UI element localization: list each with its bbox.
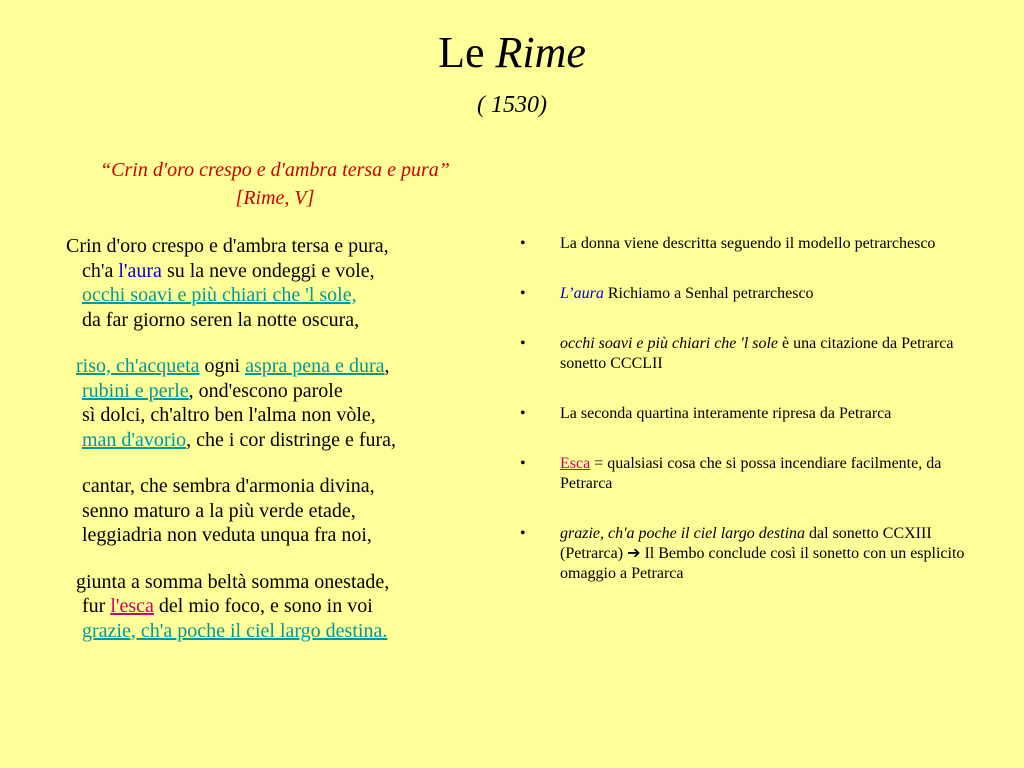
riso-link[interactable]: riso, ch'acqueta [76,355,200,377]
grazie-link[interactable]: grazie, ch'a poche il ciel largo destina. [82,619,388,642]
poem-subtitle [30,156,520,212]
note-term-occhi: occhi soavi e più chiari che 'l sole [560,335,779,352]
rubini-link[interactable]: rubini e perle [82,379,189,402]
stanza-1 [66,234,506,332]
note-text: Richiamo a Senhal petrarchesco [603,285,814,302]
bullet-icon: • [520,455,526,472]
slide-title [0,28,1024,79]
note-item [520,404,970,424]
bullet-icon: • [520,335,526,352]
poem-line [66,354,506,379]
poem-text-span: fur [82,595,111,617]
poem-text-span: ogni [199,355,246,377]
note-text: è una citazione da Petrarca sonetto CCCLII [560,335,954,372]
poem-text [66,234,506,665]
note-text: dal sonetto CCXIII (Petrarca) [560,525,932,562]
note-text: La donna viene descritta seguendo il modello petrarchesco [560,235,936,252]
note-item [520,454,970,494]
poem-text-span: , [384,355,390,377]
note-item [520,234,970,254]
laura-link[interactable]: l'aura [118,259,162,282]
poem-text-span: su la neve ondeggi e vole, [161,259,375,282]
note-item [520,524,970,584]
bullet-icon: • [520,285,526,302]
stanza-3 [66,474,506,548]
poem-line: giunta a somma beltà somma onestade, [76,570,390,593]
occhi-soavi-link[interactable]: occhi soavi e più chiari che 'l sole, [82,284,357,306]
note-term-laura: L’aura [560,285,604,302]
subtitle-line-1: “Crin d'oro crespo e d'ambra tersa e pura” [100,159,450,181]
man-avorio-link[interactable]: man d'avorio [82,428,187,451]
note-item [520,284,970,304]
aspra-pena-link[interactable]: aspra pena e dura [245,355,385,377]
poem-line [66,283,506,308]
poem-line [66,619,506,644]
title-italic: Rime [495,28,586,77]
subtitle-line-2: [Rime, V] [235,187,315,209]
poem-text-span: ch'a [82,259,119,282]
poem-line: senno maturo a la più verde etade, [82,499,356,522]
poem-line [66,259,506,284]
poem-line: Crin d'oro crespo e d'ambra tersa e pura, [66,235,389,257]
note-term-grazie: grazie, ch'a poche il ciel largo destina [560,525,806,542]
poem-line: sì dolci, ch'altro ben l'alma non vòle, [82,404,376,426]
bullet-icon: • [520,235,526,252]
note-item [520,334,970,374]
bullet-icon: • [520,405,526,422]
stanza-4 [66,570,506,644]
esca-link[interactable]: l'esca [110,595,154,617]
poem-line: cantar, che sembra d'armonia divina, [82,475,375,497]
poem-text-span: del mio foco, e sono in voi [153,595,373,617]
notes-list [520,234,970,614]
note-term-esca[interactable]: Esca [560,455,591,472]
poem-line [66,594,506,619]
poem-line [66,428,506,453]
poem-line: leggiadria non veduta unqua fra noi, [82,524,372,546]
bullet-icon: • [520,525,526,542]
note-text: = qualsiasi cosa che si possa incendiare facilmente, da Petrarca [560,455,942,492]
arrow-right-icon: ➔ [627,545,641,562]
poem-text-span: , ond'escono parole [188,379,343,402]
title-plain: Le [438,28,485,77]
slide-year: ( 1530) [477,92,547,118]
poem-line: da far giorno seren la notte oscura, [82,308,360,331]
poem-text-span: , che i cor distringe e fura, [186,428,397,451]
poem-line [66,379,506,404]
stanza-2 [66,354,506,452]
note-text: La seconda quartina interamente ripresa da Petrarca [560,405,892,422]
note-text: Il Bembo conclude così il sonetto con un esplicito omaggio a Petrarca [560,545,965,582]
